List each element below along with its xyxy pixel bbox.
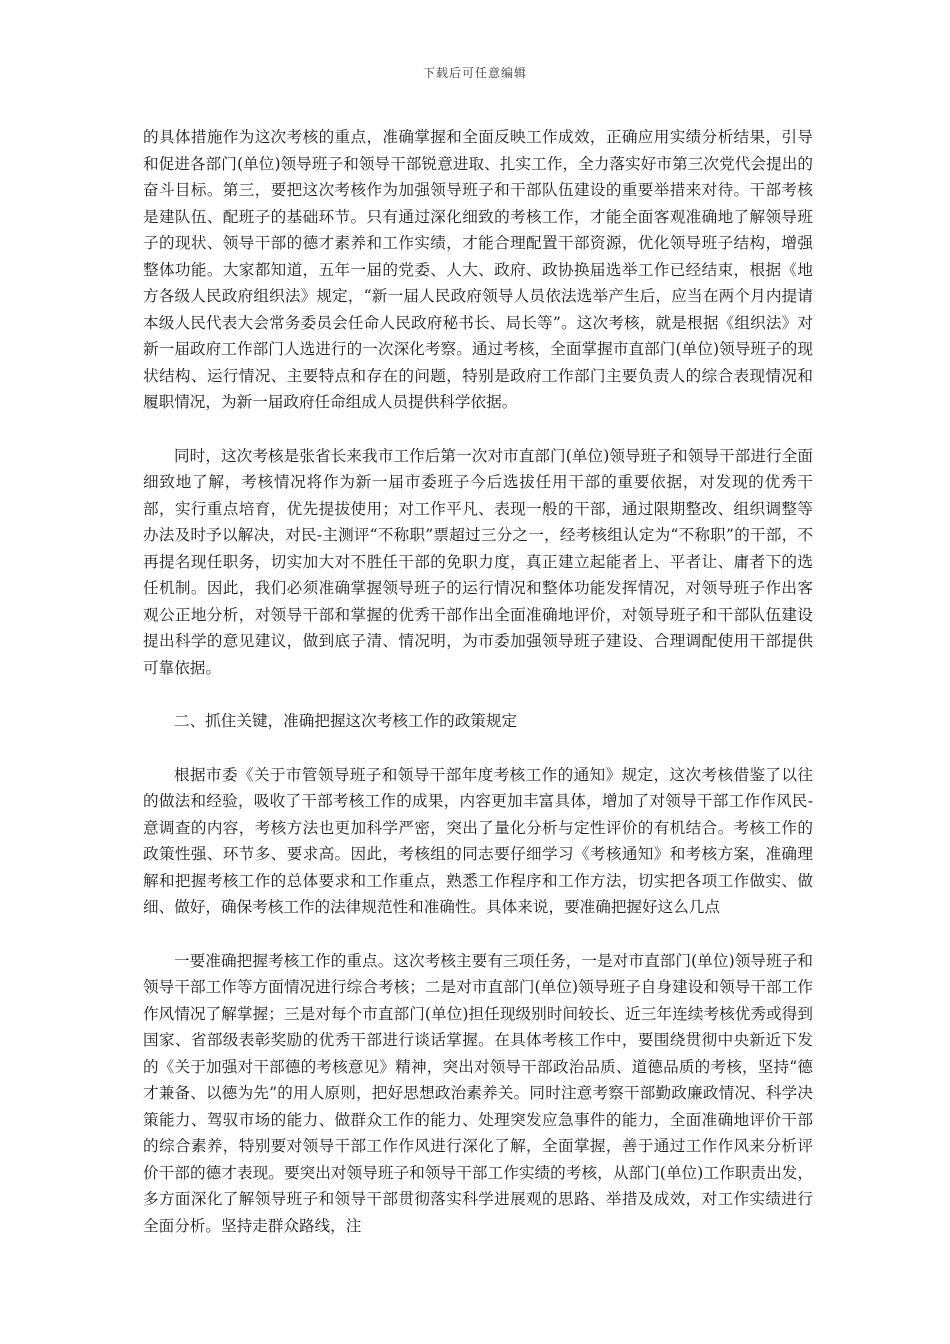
page-header-note: 下载后可任意编辑 xyxy=(422,66,527,80)
document-body xyxy=(143,124,813,1239)
paragraph-1: 的具体措施作为这次考核的重点，准确掌握和全面反映工作成效，正确应用实绩分析结果，引导和促进各部门(单位)领导班子和领导干部锐意进取、扎实工作，全力落实好市第三次党代会提出的奋斗目标。第三，要把这次考核作为加强领导班子和干部队伍建设的重要举措来对待。干部考核是建队伍、配班子的基础环节。只有通过深化细致的考核工作，才能全面客观准确地了解领导班子的现状、领导干部的德才素养和工作实绩，才能合理配置干部资源，优化领导班子结构，增强整体功能。大家都知道，五年一届的党委、人大、政府、政协换届选举工作已经结束，根据《地方各级人民政府组织法》规定，“新一届人民政府领导人员依法选举产生后，应当在两个月内提请本级人民代表大会常务委员会任命人民政府秘书长、局长等”。这次考核，就是根据《组织法》对新一届政府工作部门人选进行的一次深化考察。通过考核，全面掌握市直部门(单位)领导班子的现状结构、运行情况、主要特点和存在的问题，特别是政府工作部门主要负责人的综合表现情况和履职情况，为新一届政府任命组成人员提供科学依据。 xyxy=(143,128,813,411)
paragraph-2: 同时，这次考核是张省长来我市工作后第一次对市直部门(单位)领导班子和领导干部进行全面细致地了解，考核情况将作为新一届市委班子今后选拔任用干部的重要依据，对发现的优秀干部，实行重点培育，优先提拔使用；对工作平凡、表现一般的干部，通过限期整改、组织调整等办法及时予以解决，对民-主测评“不称职”票超过三分之一，经考核组认定为“不称职”的干部，不再提名现任职务，切实加大对不胜任干部的免职力度，真正建立起能者上、平者让、庸者下的选任机制。因此，我们必须准确掌握领导班子的运行情况和整体功能发挥情况，对领导班子作出客观公正地分析，对领导干部和掌握的优秀干部作出全面准确地评价，对领导班子和干部队伍建设提出科学的意见建议，做到底子清、情况明，为市委加强领导班子建设、合理调配使用干部提供可靠依据。 xyxy=(143,446,813,677)
paragraph-4: 一要准确把握考核工作的重点。这次考核主要有三项任务，一是对市直部门(单位)领导班子和领导干部工作等方面情况进行综合考核；二是对市直部门(单位)领导班子自身建设和领导干部工作作风情况了解掌握；三是对每个市直部门(单位)担任现级别时间较长、近三年连续考核优秀或得到国家、省部级表彰奖励的优秀干部进行谈话掌握。在具体考核工作中，要围绕贯彻中央新近下发的《关于加强对干部德的考核意见》精神，突出对领导干部政治品质、道德品质的考核，坚持“德才兼备、以德为先”的用人原则，把好思想政治素养关。同时注意考察干部勤政廉政情况、科学决策能力、驾驭市场的能力、做群众工作的能力、处理突发应急事件的能力，全面准确地评价干部的综合素养，特别要对领导干部工作作风进行深化了解，全面掌握，善于通过工作作风来分析评价干部的德才表现。要突出对领导班子和领导干部工作实绩的考核，从部门(单位)工作职责出发，多方面深化了解领导班子和领导干部贯彻落实科学进展观的思路、举措及成效，对工作实绩进行全面分析。坚持走群众路线，注 xyxy=(143,951,813,1235)
paragraph-3: 根据市委《关于市管领导班子和领导干部年度考核工作的通知》规定，这次考核借鉴了以往的做法和经验，吸收了干部考核工作的成果，内容更加丰富具体，增加了对领导干部工作作风民-意调查的内容，考核方法也更加科学严密，突出了量化分析与定性评价的有机结合。考核工作的政策性强、环节多、要求高。因此，考核组的同志要仔细学习《考核通知》和考核方案，准确理解和把握考核工作的总体要求和工作重点，熟悉工作程序和工作方法，切实把各项工作做实、做细、做好，确保考核工作的法律规范性和准确性。具体来说，要准确把握好这么几点 xyxy=(143,765,813,916)
section-heading: 二、抓住关键，准确把握这次考核工作的政策规定 xyxy=(174,712,518,730)
